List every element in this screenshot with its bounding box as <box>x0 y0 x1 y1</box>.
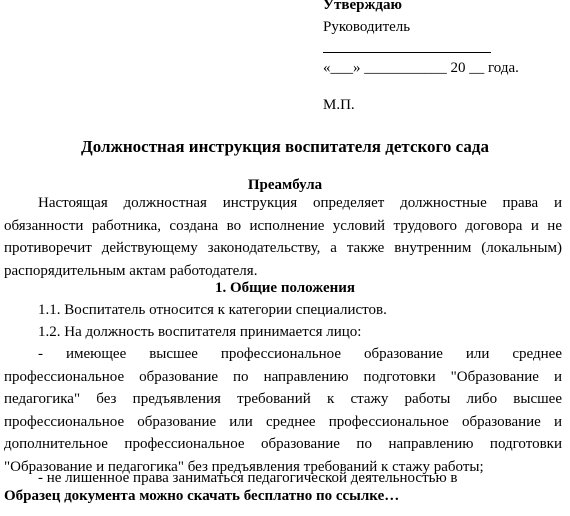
document-title: Должностная инструкция воспитателя детского сада <box>81 137 489 156</box>
list-item: - имеющее высшее профессиональное образование или среднее профессиональное образование по направлению подготовки "Образование и педагогика" без предъявления требований к стажу работы либо высшее профессиональное образование или среднее профессиональное образование и дополнительное профессиональное образование по направлению подготовки "Образование и педагогика" без предъявления требований к стажу работы; <box>4 346 562 475</box>
approve-label: Утверждаю <box>323 0 402 13</box>
download-link[interactable]: Образец документа можно скачать бесплатно по ссылке… <box>4 488 400 504</box>
section-1-heading: 1. Общие положения <box>214 280 356 296</box>
head-label: Руководитель <box>323 19 411 35</box>
item-1-2: 1.2. На должность воспитателя принимается лицо: <box>38 324 362 340</box>
signature-line <box>323 52 491 53</box>
approval-date: «___» ___________ 20 __ года. <box>323 60 519 76</box>
item-1-1: 1.1. Воспитатель относится к категории специалистов. <box>38 302 387 318</box>
stamp-label: М.П. <box>323 97 355 113</box>
preamble-paragraph: Настоящая должностная инструкция определяет должностные права и обязанности работника, создана во исполнение условий трудового договора и не противоречит действующему законодательству, а также внутренним (локальным) распорядительным актам работодателя. <box>4 195 562 279</box>
preamble-heading: Преамбула <box>247 177 323 193</box>
list-item: - не лишенное права заниматься педагогической деятельностью в <box>38 470 458 486</box>
approval-block <box>323 0 563 38</box>
